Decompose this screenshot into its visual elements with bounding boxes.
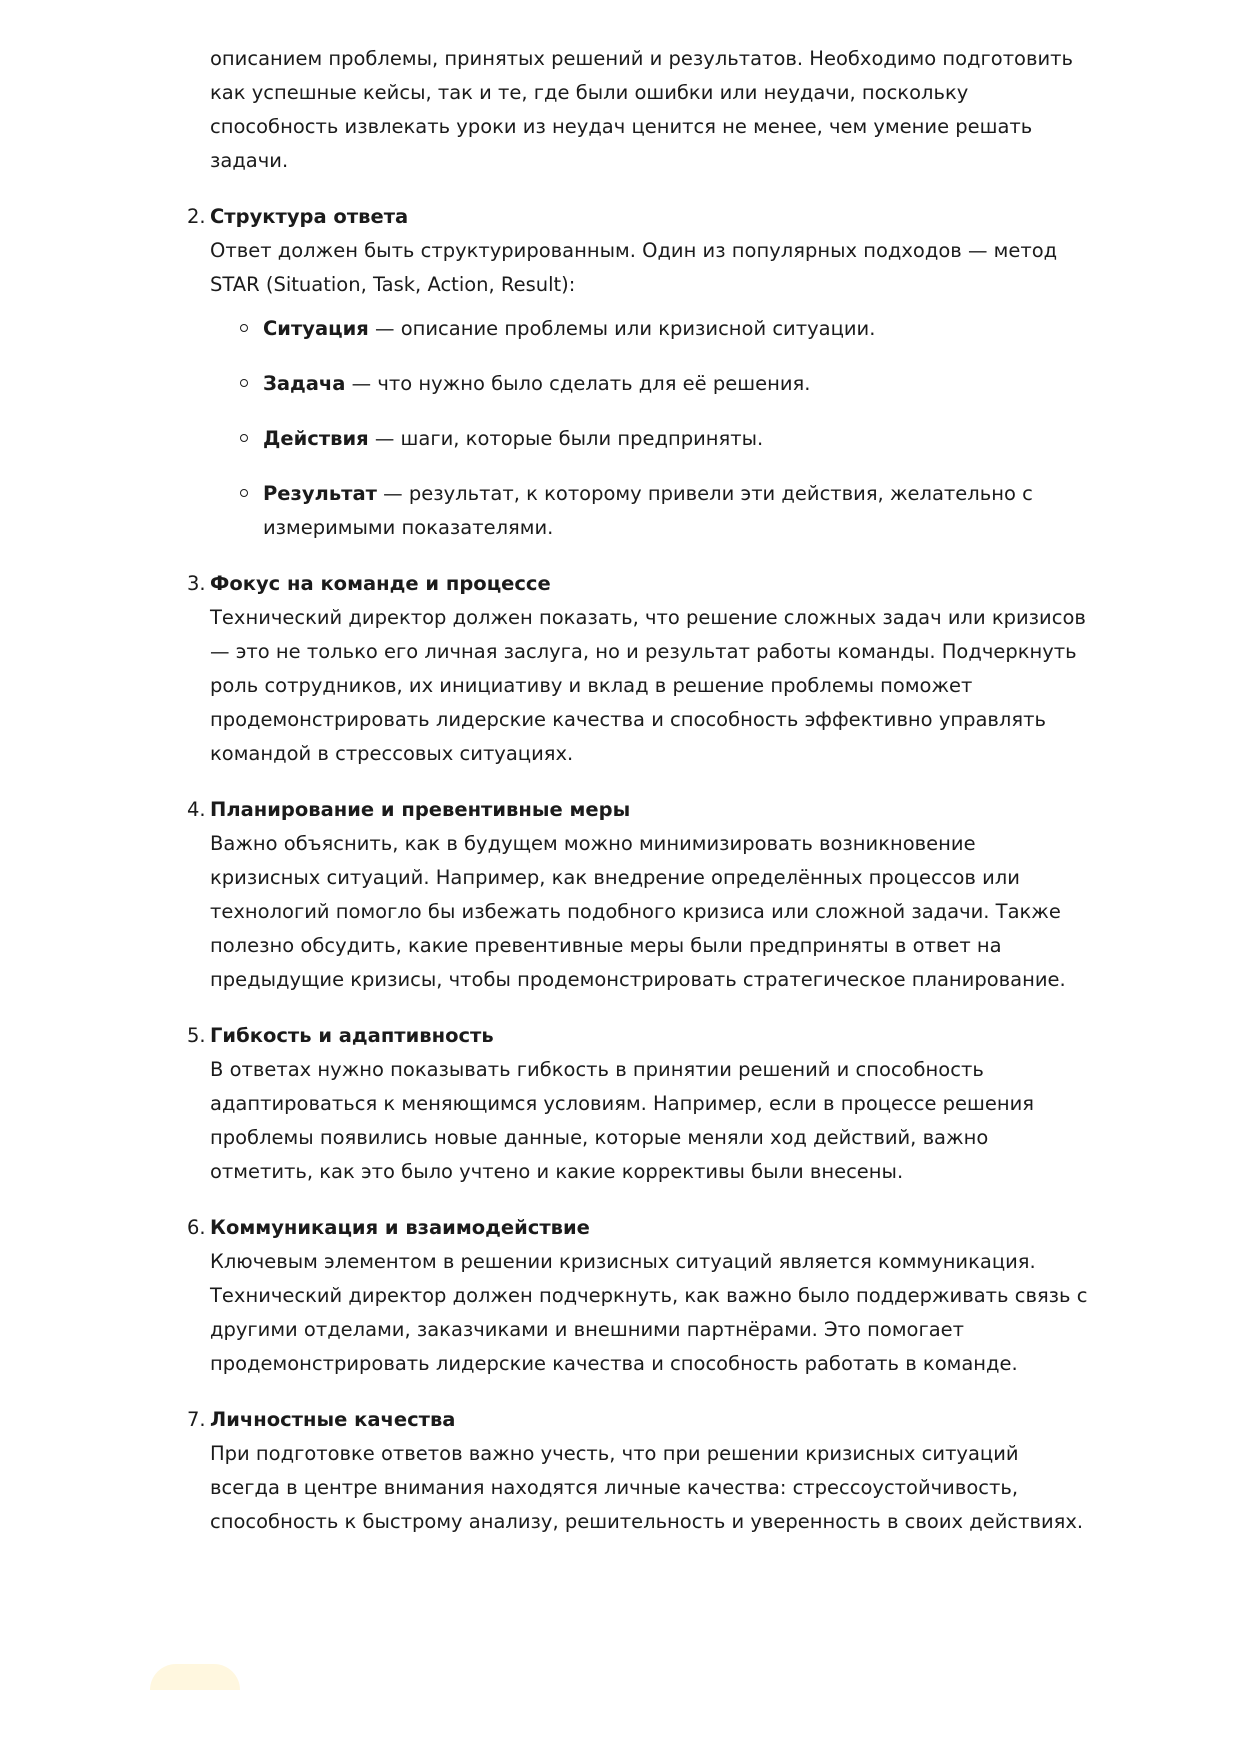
sub-list-text: — что нужно было сделать для её решения. xyxy=(345,372,811,395)
list-item-title: Планирование и превентивные меры xyxy=(210,798,631,821)
sub-list-term: Задача xyxy=(263,372,346,395)
list-item-title: Фокус на команде и процессе xyxy=(210,572,551,595)
sub-list-term: Результат xyxy=(263,482,377,505)
sub-list-item xyxy=(210,477,1090,545)
list-item-title: Личностные качества xyxy=(210,1408,456,1431)
list-item xyxy=(0,1403,1090,1539)
list-item-number: 3. xyxy=(187,572,206,595)
list-item xyxy=(0,567,1090,771)
list-item-number: 2. xyxy=(187,205,206,228)
sub-list-item xyxy=(210,422,1090,456)
list-item-body: В ответах нужно показывать гибкость в принятии решений и способность адаптироваться к меняющимся условиям. Например, если в процессе решения проблемы появились новые данные, которые меняли ход действий, важно отметить, как это было учтено и какие коррективы были внесены. xyxy=(210,1058,1035,1183)
sub-list-term: Действия xyxy=(263,427,369,450)
circle-bullet-icon xyxy=(240,434,248,442)
list-item-body: При подготовке ответов важно учесть, что при решении кризисных ситуаций всегда в центре внимания находятся личные качества: стрессоустойчивость, способность к быстрому анализу, решительность и уверенность в своих действиях. xyxy=(210,1442,1084,1533)
sub-list-text: — описание проблемы или кризисной ситуации. xyxy=(368,317,876,340)
list-item xyxy=(0,793,1090,997)
sub-list-term: Ситуация xyxy=(263,317,369,340)
list-item-body: Ответ должен быть структурированным. Один из популярных подходов — метод STAR (Situation, Task, Action, Result): xyxy=(210,239,1058,296)
list-item-body: Ключевым элементом в решении кризисных ситуаций является коммуникация. Технический директор должен подчеркнуть, как важно было поддерживать связь с другими отделами, заказчиками и внешними партнёрами. Это помогает продемонстрировать лидерские качества и способность работать в команде. xyxy=(210,1250,1088,1375)
sub-list xyxy=(210,312,1090,545)
sub-list-item xyxy=(210,367,1090,401)
list-item-title: Гибкость и адаптивность xyxy=(210,1024,494,1047)
list-item-title: Структура ответа xyxy=(210,205,409,228)
circle-bullet-icon xyxy=(240,324,248,332)
list-item-body: Важно объяснить, как в будущем можно минимизировать возникновение кризисных ситуаций. Например, как внедрение определённых процессов или технологий помогло бы избежать подобного кризиса или сложной задачи. Также полезно обсудить, какие превентивные меры были предприняты в ответ на предыдущие кризисы, чтобы продемонстрировать стратегическое планирование. xyxy=(210,832,1066,991)
intro-paragraph: описанием проблемы, принятых решений и результатов. Необходимо подготовить как успешные кейсы, так и те, где были ошибки или неудачи, поскольку способность извлекать уроки из неудач ценится не менее, чем умение решать задачи. xyxy=(210,47,1074,172)
sub-list-item xyxy=(210,312,1090,346)
document-page xyxy=(0,42,1239,1539)
list-item-body: Технический директор должен показать, что решение сложных задач или кризисов — это не только его личная заслуга, но и результат работы команды. Подчеркнуть роль сотрудников, их инициативу и вклад в решение проблемы поможет продемонстрировать лидерские качества и способность эффективно управлять командой в стрессовых ситуациях. xyxy=(210,606,1086,765)
footer-logo-fragment xyxy=(150,1664,240,1690)
sub-list-text: — шаги, которые были предприняты. xyxy=(368,427,764,450)
sub-list-text: — результат, к которому привели эти действия, желательно с измеримыми показателями. xyxy=(263,482,1033,539)
list-item-number: 6. xyxy=(187,1216,206,1239)
list-item xyxy=(0,200,1090,545)
list-item-title: Коммуникация и взаимодействие xyxy=(210,1216,590,1239)
list-item-number: 7. xyxy=(187,1408,206,1431)
list-item xyxy=(0,1211,1090,1381)
circle-bullet-icon xyxy=(240,489,248,497)
list-item-number: 5. xyxy=(187,1024,206,1047)
numbered-list xyxy=(0,200,1239,1539)
list-item-number: 4. xyxy=(187,798,206,821)
list-item xyxy=(0,1019,1090,1189)
circle-bullet-icon xyxy=(240,379,248,387)
